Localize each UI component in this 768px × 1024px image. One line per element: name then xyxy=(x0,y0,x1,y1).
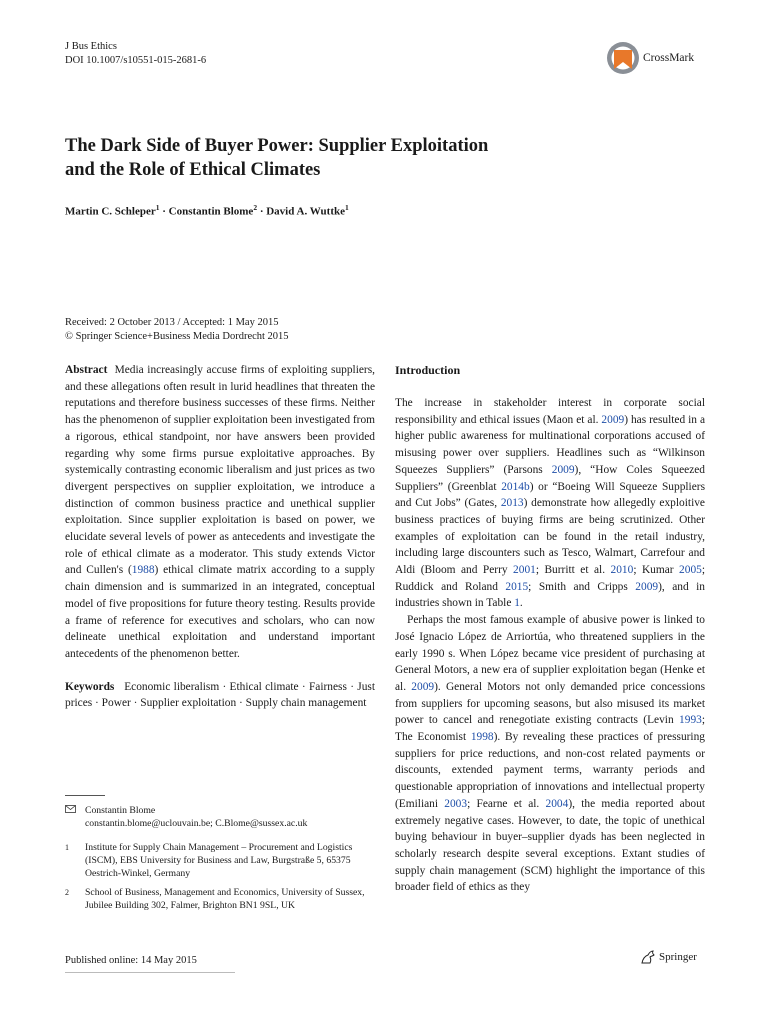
springer-label: Springer xyxy=(659,951,697,963)
affiliation-2-text: School of Business, Management and Economics, University of Sussex, Jubilee Building 302, Falmer, Brighton BN1 9SL, UK xyxy=(85,887,365,911)
paragraph-text: ; The Economist xyxy=(395,714,705,744)
title-line-1: The Dark Side of Buyer Power: Supplier Exploitation xyxy=(65,136,489,156)
introduction-heading: Introduction xyxy=(395,363,461,377)
paragraph-text: ; Fearne et al. xyxy=(467,797,546,810)
affiliation-1-text: Institute for Supply Chain Management – Procurement and Logistics (ISCM), EBS University for Business and Law, Burgstraße 5, 65375 Oestrich-Winkel, Germany xyxy=(85,842,353,879)
copyright: © Springer Science+Business Media Dordrecht 2015 xyxy=(65,331,289,342)
article-dates xyxy=(65,316,289,344)
paragraph-text: ). General Motors not only demanded price concessions from suppliers for upcoming seasons, but also misused its market power to cancel and renegotiate existing contracts (Levin xyxy=(395,680,705,727)
author-affiliation-mark: 1 xyxy=(345,203,349,212)
published-online: Published online: 14 May 2015 xyxy=(65,955,197,966)
paragraph-text: ), “How Coles Squeezed Suppliers” (Greenblat xyxy=(395,463,705,493)
doi[interactable]: DOI 10.1007/s10551-015-2681-6 xyxy=(65,55,207,66)
abstract-citation[interactable]: 1988 xyxy=(131,564,155,577)
citation-link[interactable]: 2009 xyxy=(601,413,625,426)
citation-link[interactable]: 2014b xyxy=(501,480,530,493)
footnote-divider xyxy=(65,795,105,796)
citation-link[interactable]: 1 xyxy=(514,597,520,610)
title-line-2: and the Role of Ethical Climates xyxy=(65,160,321,180)
abstract-block xyxy=(65,362,375,712)
springer-horse-icon xyxy=(640,950,656,964)
crossmark-badge[interactable] xyxy=(606,40,716,76)
citation-link[interactable]: 1998 xyxy=(470,731,494,744)
author-name[interactable]: Constantin Blome xyxy=(168,205,254,218)
contact-email[interactable]: constantin.blome@uclouvain.be; C.Blome@sussex.ac.uk xyxy=(85,818,308,829)
abstract-heading: Abstract xyxy=(65,364,108,376)
affiliation-1-mark: 1 xyxy=(65,843,69,852)
author-list xyxy=(65,203,349,218)
introduction-paragraph-1 xyxy=(395,395,705,612)
abstract-text-2: ) ethical climate matrix according to a supply chain dimension and is summarized in an integrated, conceptual model of five propositions for future theory testing. Results provide a frame of reference for executives and scholars, who can now delineate unethical exploitation and understand important antecedents of the phenomenon better. xyxy=(65,564,375,660)
citation-link[interactable]: 2004 xyxy=(545,797,569,810)
citation-link[interactable]: 2015 xyxy=(505,580,529,593)
paragraph-text: . xyxy=(519,597,523,610)
contact-footnote xyxy=(65,804,365,830)
author-affiliation-mark: 1 xyxy=(155,203,160,212)
article-title xyxy=(65,134,625,182)
citation-link[interactable]: 2001 xyxy=(513,564,536,577)
footer-divider xyxy=(65,972,235,973)
author-separator: · xyxy=(159,205,169,218)
received-accepted: Received: 2 October 2013 / Accepted: 1 May 2015 xyxy=(65,317,279,328)
paragraph-text: ), and in industries shown in Table xyxy=(395,580,705,610)
paragraph-text: Perhaps the most famous example of abusive power is linked to José Ignacio López de Arriortúa, who threatened suppliers in the early 1990 s. When López became vice president of purchasing at General Motors, a new era of supplier exploitation began (Henke et al. xyxy=(395,614,705,693)
paragraph-text: ), the media reported about extremely negative cases. However, to date, the topic of unethical buying behaviour in buyer–supplier dyads has been neglected in scholarly research despite several exceptions. Extant studies of supply chain management (SCM) highlight the importance of this broader field of ethics as they xyxy=(395,797,705,894)
keywords-block xyxy=(65,679,375,712)
introduction-paragraph-2 xyxy=(395,612,705,896)
paragraph-text: ; Ruddick and Roland xyxy=(395,564,705,593)
crossmark-icon xyxy=(606,41,640,75)
contact-name: Constantin Blome xyxy=(85,805,156,816)
paragraph-text: ; Smith and Cripps xyxy=(528,580,636,593)
citation-link[interactable]: 2009 xyxy=(411,680,435,693)
citation-link[interactable]: 1993 xyxy=(679,714,702,727)
affiliation-2-mark: 2 xyxy=(65,888,69,897)
affiliation-1 xyxy=(65,841,365,880)
keywords-heading: Keywords xyxy=(65,680,115,693)
paragraph-text: The increase in stakeholder interest in corporate social responsibility and ethical issues (Maon et al. xyxy=(395,397,705,426)
paragraph-text: ; Burritt et al. xyxy=(535,564,611,577)
springer-logo xyxy=(640,950,697,964)
author-separator: · xyxy=(257,205,267,218)
abstract-text-1: Media increasingly accuse firms of exploiting suppliers, and these allegations often result in lurid headlines that threaten the reputations and therefore business successes of these firms. Neither has the phenomenon of supplier exploitation been investigated from a rigorous, ethical standpoint, nor have answers been provided regarding why some firms pursue exploitative approaches. By systemically contrasting economic liberalism and just prices as two divergent perspectives on supplier exploitation, we introduce a distinction of common business practice and unethical supplier exploitation. Since supplier exploitation is based on power, we elucidate several levels of power as antecedents and investigate the role of ethical climate as a moderator. This study extends Victor and Cullen's ( xyxy=(65,364,375,577)
introduction-body xyxy=(395,395,705,896)
envelope-icon xyxy=(65,804,85,817)
author-name[interactable]: Martin C. Schleper xyxy=(65,205,156,218)
author-name[interactable]: David A. Wuttke xyxy=(266,205,345,218)
journal-name: J Bus Ethics xyxy=(65,41,117,52)
citation-link[interactable]: 2010 xyxy=(610,564,634,577)
citation-link[interactable]: 2005 xyxy=(679,564,702,577)
citation-link[interactable]: 2009 xyxy=(635,580,659,593)
affiliation-2 xyxy=(65,886,365,912)
keywords-text: Economic liberalism · Ethical climate · Fairness · Just prices · Power · Supplier exploitation · Supply chain management xyxy=(65,680,375,710)
citation-link[interactable]: 2009 xyxy=(551,463,575,476)
paragraph-text: ) has resulted in a higher public awareness for multinational corporations accused of misusing power over suppliers. Headlines such as “Wilkinson Squeezes Suppliers” (Parsons xyxy=(395,413,705,476)
paragraph-text: ). By revealing these practices of pressuring suppliers for price reductions, and non-cost related payments or discounts, extended payment terms, warranty periods and questionable appropriation of innovations and intellectual property (Emiliani xyxy=(395,731,705,810)
author-affiliation-mark: 2 xyxy=(253,203,258,212)
crossmark-label: CrossMark xyxy=(643,52,695,64)
paragraph-text: ) demonstrate how allegedly exploitive business practices of buying firms are being scrutinized. Other examples of exploitation can be found in the retail industry, including large discounters such as Tesco, Walmart, Carrefour and Aldi (Bloom and Perry xyxy=(395,497,705,577)
paragraph-text: ; Kumar xyxy=(633,564,680,577)
citation-link[interactable]: 2013 xyxy=(500,497,524,510)
citation-link[interactable]: 2003 xyxy=(444,797,468,810)
paragraph-text: ) or “Boeing Will Squeeze Suppliers and Cut Jobs” (Gates, xyxy=(395,480,706,510)
